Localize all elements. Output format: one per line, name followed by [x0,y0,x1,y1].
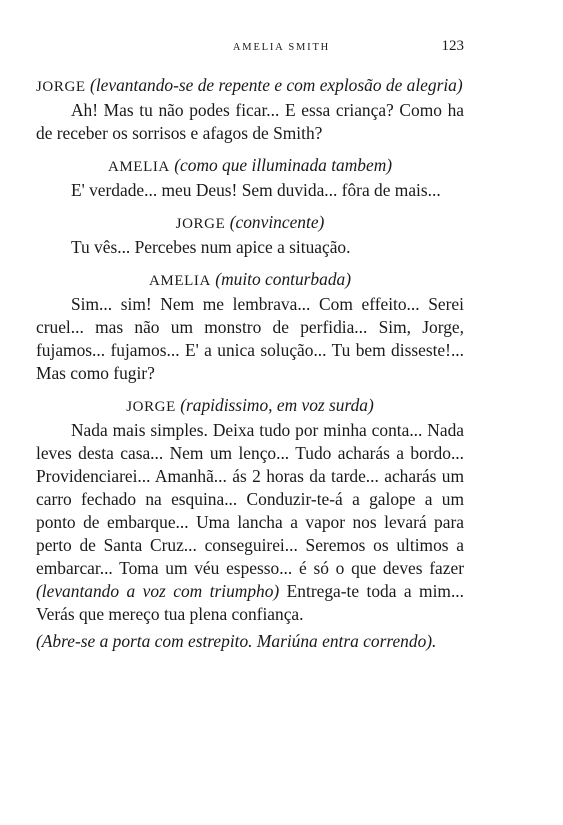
stage-direction: (levantando-se de repente e com explosão de alegria) [90,75,463,95]
closing-stage-direction: (Abre-se a porta com estrepito. Mariúna entra correndo). [36,631,437,651]
speaker-line [36,74,464,99]
speaker-line [36,211,464,236]
dialogue-block-jorge-2 [36,211,464,259]
speaker-name: AMELIA [107,159,170,175]
stage-direction: (muito conturbada) [215,269,352,289]
speaker-line [36,394,464,419]
speaker-name: JORGE [175,216,226,232]
speech [36,419,464,626]
speech: E' verdade... meu Deus! Sem duvida... fôra de mais... [71,180,441,200]
stage-direction: (rapidissimo, em voz surda) [180,395,374,415]
stage-direction: (convincente) [229,212,325,232]
speaker-name: JORGE [126,399,176,415]
stage-direction: (como que illuminada tambem) [174,155,393,175]
speech-part: Entrega-te toda a mim... Verás que mereço tua plena confiança. [36,581,464,624]
page-number: 123 [441,38,464,54]
dialogue-block-jorge-1 [36,74,464,145]
dialogue-block-jorge-3 [36,394,464,626]
speech: Tu vês... Percebes num apice a situação. [71,237,351,257]
speech-part: Nada mais simples. Deixa tudo por minha conta... Nada leves desta casa... Nem um lenço... Tudo acharás a bordo... Providenciarei... Amanhã... ás 2 horas da tarde... acharás um carro fechado na esquina... Conduzir-te-á a galope a um ponto de embarque... Uma lancha a vapor nos levará para perto de Santa Cruz... conseguirei... Seremos os ultimos a embarcar... Toma um véu espesso... é só o que deves fazer [36,420,464,578]
speech: Sim... sim! Nem me lembrava... Com effeito... Serei cruel... mas não um monstro de perfidia... Sim, Jorge, fujamos... fujamos... E' a unica solução... Tu bem disseste!... Mas como fugir? [36,294,464,383]
speaker-name: AMELIA [148,273,211,289]
dialogue-block-amelia-2 [36,268,464,385]
speaker-line [36,154,464,179]
closing-stage-direction-block [36,630,464,653]
speaker-name: JORGE [36,79,86,95]
inline-stage-direction: (levantando a voz com triumpho) [36,581,280,601]
speaker-line [36,268,464,293]
page-content [36,74,464,653]
speech: Ah! Mas tu não podes ficar... E essa criança? Como ha de receber os sorrisos e afagos de Smith? [36,100,464,143]
page-header [0,38,563,58]
running-title: AMELIA SMITH [232,42,331,53]
dialogue-block-amelia-1 [36,154,464,202]
